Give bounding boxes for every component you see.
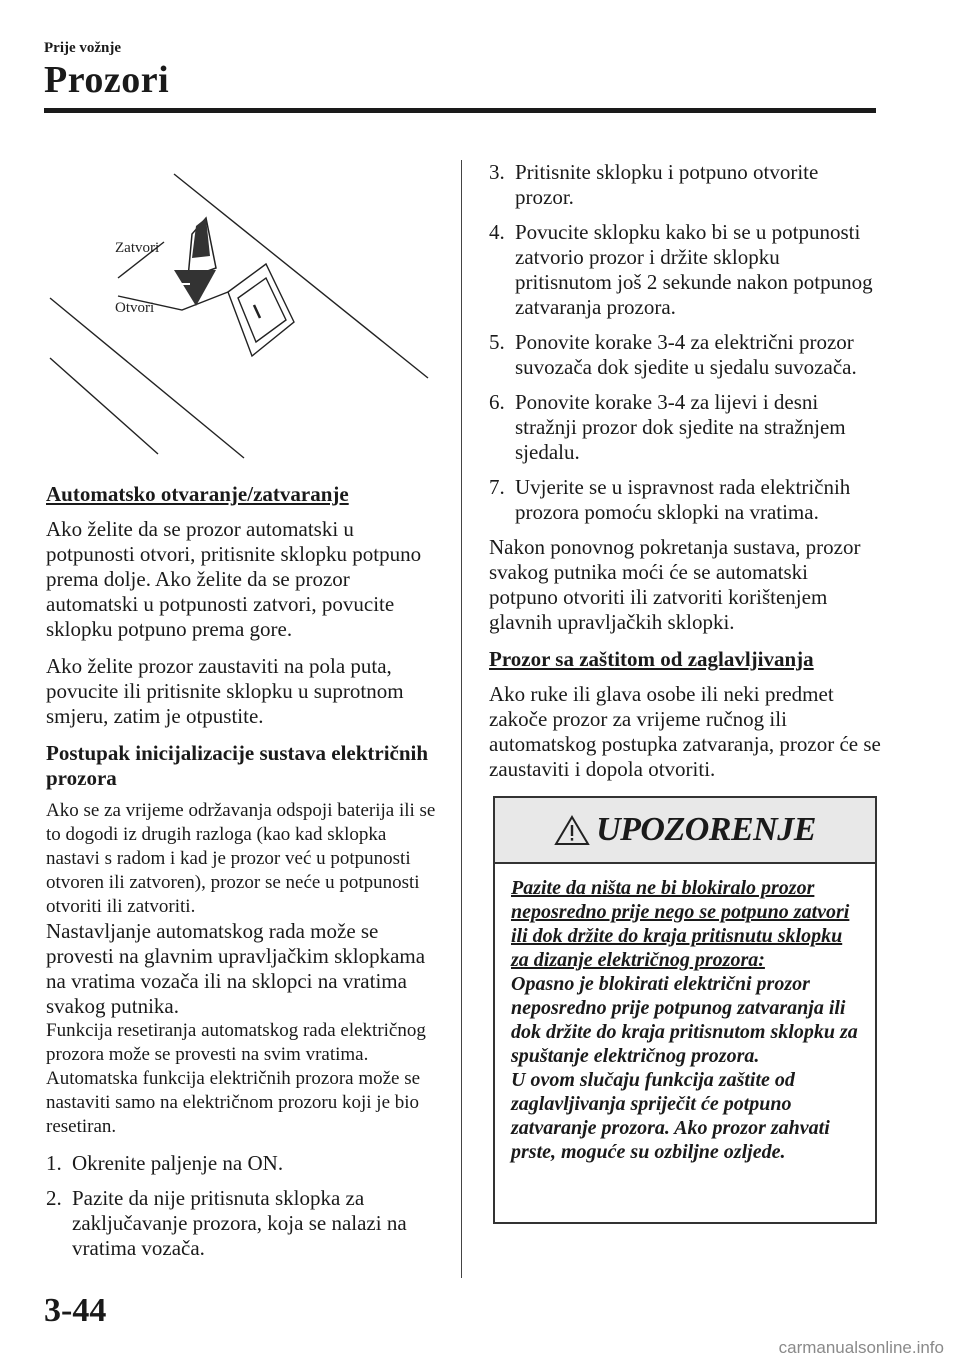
window-switch-illustration: [46, 160, 438, 466]
heading-automatic: Automatsko otvaranje/zatvaranje: [46, 482, 349, 506]
section-label: Prije vožnje: [44, 40, 122, 56]
open-label: Otvori: [115, 300, 155, 316]
list-item: 4. Povucite sklopku kako bi se u potpunosti zatvorio prozor i držite sklopku pritisnutom još 2 sekunde nakon potpunog zatvaranja prozora.: [489, 220, 873, 319]
steps-list-right: [489, 160, 881, 525]
page-title: Prozori: [44, 59, 170, 101]
paragraph-reset: Funkcija resetiranja automatskog rada električnog prozora može se provesti na svim vratima. Automatska funkcija električnih prozora može se nastaviti samo na električnom prozoru koji je bio resetiran.: [46, 1020, 426, 1137]
watermark: carmanualsonline.info: [778, 1338, 944, 1357]
list-item: 7. Uvjerite se u ispravnost rada električnih prozora pomoću sklopki na vratima.: [489, 475, 851, 524]
warning-body: [495, 864, 875, 1164]
paragraph-battery: Ako se za vrijeme održavanja odspoji baterija ili se to dogodi iz drugih razloga (kao kad sklopka nastavi s radom i kad je prozor već u potpunosti otvoren ili zatvoren), prozor se neće u potpunosti otvoriti ili zatvoriti.: [46, 800, 436, 917]
title-rule: [44, 108, 876, 113]
warning-text-consequence: U ovom slučaju funkcija zaštite od zaglavljivanja spriječit će potpuno zatvaranje prozora. Ako prozor zahvati prste, moguće su ozbiljne ozljede.: [511, 1069, 830, 1163]
warning-triangle-icon: [554, 814, 590, 846]
right-column: [489, 160, 881, 794]
paragraph-auto-open-close: Ako želite da se prozor automatski u potpunosti otvori, pritisnite sklopku potpuno prema dolje. Ako želite da se prozor automatski u potpunosti zatvori, povucite sklopku potpuno prema gore.: [46, 517, 422, 641]
paragraph-stop-halfway: Ako želite prozor zaustaviti na pola puta, povucite ili pritisnite sklopku u suprotnom smjeru, zatim je otpustite.: [46, 654, 404, 728]
warning-header: [495, 798, 875, 864]
left-column: [46, 160, 438, 1271]
list-item: 1. Okrenite paljenje na ON.: [46, 1151, 284, 1175]
list-item: 3. Pritisnite sklopku i potpuno otvorite prozor.: [489, 160, 819, 209]
window-switch-figure: [46, 160, 438, 466]
paragraph-pinch: Ako ruke ili glava osobe ili neki predmet zakoče prozor za vrijeme ručnog ili automatskog postupka zatvaranja, prozor će se zaustaviti i dopola otvoriti.: [489, 682, 881, 781]
warning-heading: Pazite da ništa ne bi blokiralo prozor neposredno prije nego se potpuno zatvori ili dok držite do kraja pritisnutu sklopku za dizanje električnog prozora:: [511, 877, 850, 971]
warning-text-danger: Opasno je blokirati električni prozor neposredno prije potpunog zatvaranja ili dok držite do kraja pritisnutom sklopku za spuštanje električnog prozora.: [511, 973, 858, 1067]
list-item: 5. Ponovite korake 3-4 za električni prozor suvozača dok sjedite u sjedalu suvozača.: [489, 330, 857, 379]
column-divider: [461, 160, 462, 1278]
heading-initialization: Postupak inicijalizacije sustava električnih prozora: [46, 741, 429, 790]
paragraph-resume: Nastavljanje automatskog rada može se provesti na glavnim upravljačkim sklopkama na vratima vozača ili na sklopci na vratima svakog putnika.: [46, 919, 426, 1018]
heading-pinch-protection: Prozor sa zaštitom od zaglavljivanja: [489, 647, 814, 671]
list-item: 2. Pazite da nije pritisnuta sklopka za zaključavanje prozora, koja se nalazi na vratima vozača.: [46, 1186, 407, 1260]
page-number: 3-44: [44, 1292, 107, 1329]
warning-box: [493, 796, 877, 1224]
close-label: Zatvori: [115, 240, 160, 256]
warning-title: UPOZORENJE: [596, 811, 816, 848]
steps-list-left: [46, 1151, 438, 1261]
list-item: 6. Ponovite korake 3-4 za lijevi i desni stražnji prozor dok sjedite na stražnjem sjedalu.: [489, 390, 846, 464]
paragraph-after-reset: Nakon ponovnog pokretanja sustava, prozor svakog putnika moći će se automatski potpuno otvoriti ili zatvoriti korištenjem glavnih upravljačkih sklopki.: [489, 535, 861, 634]
up-down-arrow-icon: [174, 218, 216, 306]
